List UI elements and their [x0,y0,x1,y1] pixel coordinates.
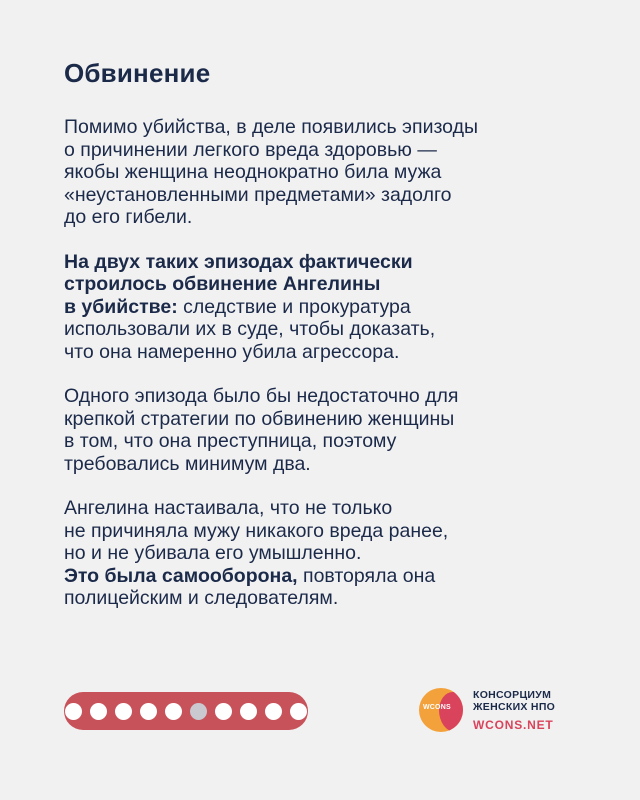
pagination-dot [215,703,232,720]
logo-text-block [473,689,555,732]
text-line: «неустановленными предметами» задолго [64,183,452,206]
pagination-dot [115,703,132,720]
pagination-dot [140,703,157,720]
text-line: Ангелина настаивала, что не только [64,497,393,519]
text-line: полицейским и следователям. [64,587,339,609]
text-fragment: следствие и прокуратура [177,295,411,318]
wcons-logo-icon [419,688,463,732]
text-line: использовали их в суде, чтобы доказать, [64,318,436,340]
text-line: что она намеренно убила агрессора. [64,340,400,363]
text-line: Одного эпизода было бы недостаточно для [64,385,459,407]
mixed-text-line [64,565,584,588]
logo-face-shape [439,692,463,732]
text-line: о причинении легкого вреда здоровью — [64,138,437,161]
article-body [64,116,584,632]
text-fragment: повторяла она [297,564,436,587]
pagination-dot [65,703,82,720]
paragraph-3 [64,385,584,475]
text-line: до его гибели. [64,206,193,228]
bold-fragment: Это была самооборона, [64,564,298,587]
pagination-dot [90,703,107,720]
text-line: Помимо убийства, в деле появились эпизоды [64,116,478,138]
text-line: требовались минимум два. [64,452,311,475]
logo-url: WCONS.NET [473,717,554,732]
pagination-dot [240,703,257,720]
text-line: в том, что она преступница, поэтому [64,430,397,452]
text-line: крепкой стратегии по обвинению женщины [64,407,455,430]
paragraph-1 [64,116,584,229]
bold-fragment: в убийстве: [64,295,178,318]
pagination-dot [290,703,307,720]
bold-text-line: строилось обвинение Ангелины [64,273,381,295]
page-title: Обвинение [64,58,211,88]
paragraph-4 [64,497,584,610]
paragraph-2 [64,251,584,364]
pagination-dot-active [190,703,207,720]
logo-name-line-2: ЖЕНСКИХ НПО [473,700,556,713]
slide-pagination [64,692,308,730]
pagination-dot [165,703,182,720]
logo-name-line-1: КОНСОРЦИУМ [473,688,552,701]
mixed-text-line [64,296,584,319]
wcons-logo [419,688,555,732]
text-line: якобы женщина неоднократно била мужа [64,161,442,183]
pagination-dot [265,703,282,720]
text-line: но и не убивала его умышленно. [64,542,362,564]
bold-text-line: На двух таких эпизодах фактически [64,250,413,273]
logo-mark-text: WCONS [423,704,451,711]
text-line: не причиняла мужу никакого вреда ранее, [64,519,449,542]
